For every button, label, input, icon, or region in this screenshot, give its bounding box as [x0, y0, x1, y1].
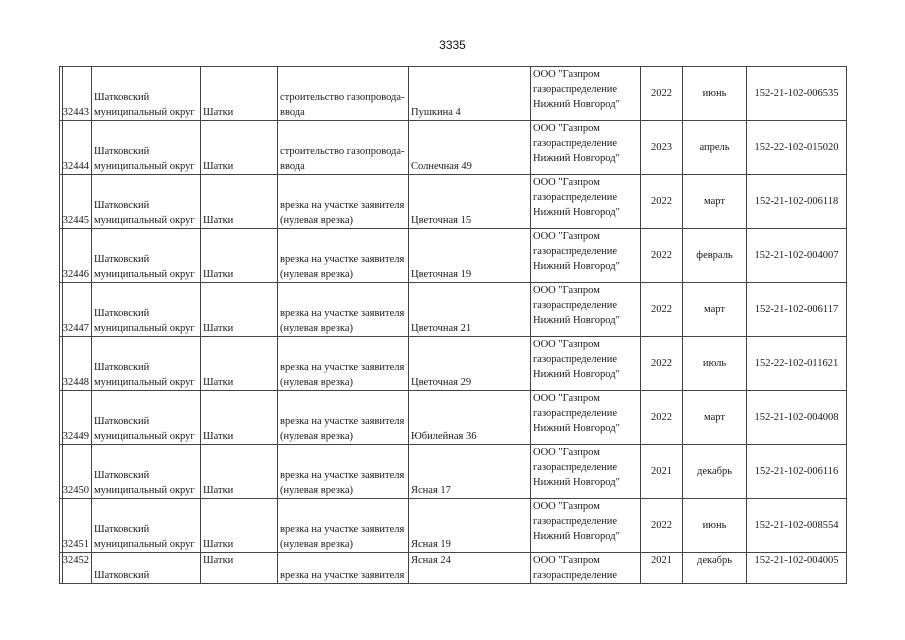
cell-district: [92, 67, 201, 121]
org-line: Нижний Новгород": [533, 207, 620, 218]
cell-address: Пушкина 4: [409, 67, 531, 121]
cell-address: Цветочная 15: [409, 175, 531, 229]
cell-settlement: Шатки: [201, 391, 278, 445]
org-line: ООО "Газпром: [533, 285, 600, 296]
table-row: [60, 337, 847, 391]
table-row: [60, 121, 847, 175]
org-line: Нижний Новгород": [533, 153, 620, 164]
cell-record-number: 32450: [60, 445, 92, 499]
cell-year: 2022: [641, 391, 683, 445]
cell-organization: [531, 229, 641, 283]
district-line: Шатковский: [94, 92, 150, 103]
work-line: (нулевая врезка): [280, 215, 353, 226]
cell-settlement: Шатки: [201, 229, 278, 283]
cell-settlement: Шатки: [201, 283, 278, 337]
district-line: Шатковский: [94, 362, 150, 373]
cell-organization: [531, 67, 641, 121]
cell-work-type: врезка на участке заявителя: [278, 553, 409, 584]
cell-settlement: Шатки: [201, 121, 278, 175]
table-row: [60, 283, 847, 337]
org-line: газораспределение: [533, 516, 618, 527]
work-line: врезка на участке заявителя: [280, 254, 405, 265]
cell-work-type: [278, 391, 409, 445]
cell-organization: [531, 445, 641, 499]
cell-month: апрель: [683, 121, 747, 175]
cell-permit-code: 152-22-102-011621: [747, 337, 847, 391]
cell-address: Цветочная 29: [409, 337, 531, 391]
work-line: (нулевая врезка): [280, 323, 353, 334]
cell-work-type: [278, 445, 409, 499]
cell-district: [92, 499, 201, 553]
cell-organization: [531, 121, 641, 175]
cell-record-number: 32451: [60, 499, 92, 553]
cell-organization: [531, 175, 641, 229]
org-line: газораспределение: [533, 354, 618, 365]
table-row: [60, 499, 847, 553]
cell-record-number: 32452: [60, 553, 92, 584]
cell-permit-code: 152-21-102-006117: [747, 283, 847, 337]
work-line: врезка на участке заявителя: [280, 200, 405, 211]
cell-record-number: 32449: [60, 391, 92, 445]
cell-work-type: [278, 283, 409, 337]
work-line: (нулевая врезка): [280, 485, 353, 496]
cell-organization: [531, 391, 641, 445]
work-line: врезка на участке заявителя: [280, 470, 405, 481]
org-line: ООО "Газпром: [533, 123, 600, 134]
cell-district: [92, 391, 201, 445]
org-line: газораспределение: [533, 462, 618, 473]
org-line: Нижний Новгород": [533, 99, 620, 110]
cell-district: [92, 175, 201, 229]
cell-address: Ясная 19: [409, 499, 531, 553]
district-line: Шатковский: [94, 470, 150, 481]
cell-address: Юбилейная 36: [409, 391, 531, 445]
cell-permit-code: 152-21-102-004005: [747, 553, 847, 584]
cell-year: 2022: [641, 499, 683, 553]
table-row: [60, 175, 847, 229]
district-line: Шатковский: [94, 254, 150, 265]
cell-permit-code: 152-21-102-006116: [747, 445, 847, 499]
cell-work-type: [278, 337, 409, 391]
cell-district: Шатковский: [92, 553, 201, 584]
cell-permit-code: 152-21-102-004008: [747, 391, 847, 445]
cell-year: 2022: [641, 229, 683, 283]
cell-record-number: 32447: [60, 283, 92, 337]
org-line: газораспределение: [533, 246, 618, 257]
org-line: газораспределение: [533, 570, 618, 581]
cell-year: 2023: [641, 121, 683, 175]
cell-year: 2022: [641, 175, 683, 229]
org-line: ООО "Газпром: [533, 231, 600, 242]
cell-record-number: 32445: [60, 175, 92, 229]
cell-settlement: Шатки: [201, 499, 278, 553]
district-line: муниципальный округ: [94, 431, 195, 442]
table-body: [60, 67, 847, 584]
cell-record-number: 32448: [60, 337, 92, 391]
cell-month: декабрь: [683, 553, 747, 584]
gas-connection-registry-table: [59, 66, 847, 584]
table-row: [60, 391, 847, 445]
cell-settlement: Шатки: [201, 553, 278, 584]
work-line: (нулевая врезка): [280, 377, 353, 388]
cell-month: декабрь: [683, 445, 747, 499]
cell-work-type: [278, 229, 409, 283]
work-line: врезка на участке заявителя: [280, 524, 405, 535]
cell-organization: [531, 553, 641, 584]
table-row: [60, 229, 847, 283]
cell-work-type: [278, 175, 409, 229]
cell-record-number: 32444: [60, 121, 92, 175]
cell-address: Цветочная 19: [409, 229, 531, 283]
cell-year: 2022: [641, 67, 683, 121]
work-line: (нулевая врезка): [280, 539, 353, 550]
cell-permit-code: 152-21-102-008554: [747, 499, 847, 553]
org-line: Нижний Новгород": [533, 531, 620, 542]
org-line: газораспределение: [533, 84, 618, 95]
district-line: муниципальный округ: [94, 377, 195, 388]
cell-settlement: Шатки: [201, 337, 278, 391]
org-line: ООО "Газпром: [533, 555, 600, 566]
org-line: газораспределение: [533, 408, 618, 419]
district-line: Шатковский: [94, 416, 150, 427]
cell-month: июнь: [683, 499, 747, 553]
cell-district: [92, 337, 201, 391]
cell-permit-code: 152-21-102-004007: [747, 229, 847, 283]
cell-settlement: Шатки: [201, 175, 278, 229]
org-line: ООО "Газпром: [533, 393, 600, 404]
district-line: муниципальный округ: [94, 269, 195, 280]
cell-year: 2021: [641, 445, 683, 499]
cell-district: [92, 445, 201, 499]
work-line: ввода: [280, 161, 305, 172]
district-line: Шатковский: [94, 308, 150, 319]
cell-month: февраль: [683, 229, 747, 283]
work-line: врезка на участке заявителя: [280, 416, 405, 427]
district-line: муниципальный округ: [94, 323, 195, 334]
cell-month: июнь: [683, 67, 747, 121]
org-line: газораспределение: [533, 192, 618, 203]
cell-record-number: 32446: [60, 229, 92, 283]
cell-year: 2022: [641, 337, 683, 391]
cell-address: Ясная 17: [409, 445, 531, 499]
district-line: Шатковский: [94, 200, 150, 211]
table-row-partial: [60, 553, 847, 584]
cell-month: март: [683, 283, 747, 337]
org-line: ООО "Газпром: [533, 69, 600, 80]
cell-settlement: Шатки: [201, 445, 278, 499]
cell-year: 2022: [641, 283, 683, 337]
cell-permit-code: 152-21-102-006535: [747, 67, 847, 121]
district-line: муниципальный округ: [94, 107, 195, 118]
work-line: ввода: [280, 107, 305, 118]
org-line: ООО "Газпром: [533, 339, 600, 350]
cell-address: Цветочная 21: [409, 283, 531, 337]
cell-permit-code: 152-22-102-015020: [747, 121, 847, 175]
cell-address: Ясная 24: [409, 553, 531, 584]
table-row: [60, 445, 847, 499]
work-line: строительство газопровода-: [280, 146, 405, 157]
org-line: ООО "Газпром: [533, 501, 600, 512]
cell-year: 2021: [641, 553, 683, 584]
cell-record-number: 32443: [60, 67, 92, 121]
cell-permit-code: 152-21-102-006118: [747, 175, 847, 229]
org-line: Нижний Новгород": [533, 369, 620, 380]
cell-organization: [531, 499, 641, 553]
district-line: Шатковский: [94, 524, 150, 535]
org-line: Нижний Новгород": [533, 477, 620, 488]
work-line: (нулевая врезка): [280, 269, 353, 280]
cell-month: март: [683, 391, 747, 445]
cell-work-type: [278, 499, 409, 553]
org-line: Нижний Новгород": [533, 261, 620, 272]
district-line: муниципальный округ: [94, 539, 195, 550]
cell-address: Солнечная 49: [409, 121, 531, 175]
cell-settlement: Шатки: [201, 67, 278, 121]
org-line: Нижний Новгород": [533, 315, 620, 326]
work-line: врезка на участке заявителя: [280, 362, 405, 373]
org-line: ООО "Газпром: [533, 177, 600, 188]
district-line: муниципальный округ: [94, 215, 195, 226]
work-line: строительство газопровода-: [280, 92, 405, 103]
page-number: 3335: [439, 38, 466, 52]
cell-work-type: [278, 67, 409, 121]
table-row: [60, 67, 847, 121]
cell-organization: [531, 337, 641, 391]
cell-work-type: [278, 121, 409, 175]
cell-organization: [531, 283, 641, 337]
cell-month: март: [683, 175, 747, 229]
org-line: газораспределение: [533, 300, 618, 311]
cell-district: [92, 121, 201, 175]
cell-month: июль: [683, 337, 747, 391]
district-line: муниципальный округ: [94, 485, 195, 496]
org-line: газораспределение: [533, 138, 618, 149]
district-line: Шатковский: [94, 146, 150, 157]
work-line: (нулевая врезка): [280, 431, 353, 442]
district-line: муниципальный округ: [94, 161, 195, 172]
work-line: врезка на участке заявителя: [280, 308, 405, 319]
org-line: ООО "Газпром: [533, 447, 600, 458]
cell-district: [92, 229, 201, 283]
cell-district: [92, 283, 201, 337]
org-line: Нижний Новгород": [533, 423, 620, 434]
